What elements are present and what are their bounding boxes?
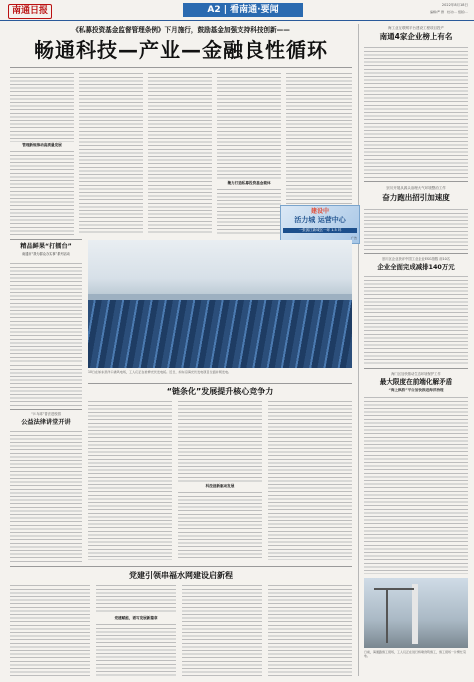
bottom-col-3 (182, 584, 262, 676)
bottom-title: 党建引领串福水网建设启新程 (129, 571, 233, 580)
bottom-col-1 (10, 584, 90, 676)
left-mid-subtitle: 南通市“我为群众办实事”系列活动 (22, 252, 70, 256)
right-rule-1 (364, 181, 468, 182)
right-mid3-body (364, 396, 468, 574)
left-rule-1 (10, 239, 82, 240)
right-mid3-kicker: 海门区加快推动生态环境保护工作 (391, 372, 441, 376)
ad-label: 广告 (350, 236, 357, 240)
right-top-title: 南通4家企业榜上有名 (379, 32, 453, 41)
center-col-2 (178, 400, 262, 482)
advertisement (280, 205, 360, 244)
lead-col-1 (10, 72, 74, 142)
lead-subhead-2: 聚力打造私募投资基金载体 (227, 181, 271, 185)
editor-line: 编辑/严 群 校对/… 组版/… (430, 10, 468, 14)
right-mid2-body (364, 275, 468, 365)
solar-photo-caption: 10日在如东县洋口港风电场，工人们正在检修光伏发电板。近日，如东沿海光伏发电项目全面并网发电。 (88, 370, 232, 374)
right-top-kicker: 海工业互联网平台建设工程项目投产 (388, 26, 444, 30)
right-mid1-body (364, 208, 468, 250)
right-mid3-title: 最大限度在前端化解矛盾 (379, 378, 453, 386)
bottom-subhead: 党建赋能，谱写发展新篇章 (114, 616, 158, 620)
lead-col-1b (10, 150, 74, 235)
left-low-title: 公益法律讲堂开讲 (21, 419, 71, 426)
left-mid-body-2 (10, 364, 82, 406)
center-subhead: 科技创新驱动发展 (205, 484, 235, 488)
right-bottom-caption: 日前，海通路施工现场，工人们正在进行桥墩浇筑施工，施工现场一片繁忙景象。 (364, 650, 467, 659)
lead-col-2 (79, 72, 143, 235)
crane-icon (386, 588, 388, 643)
lead-kicker: 《私募投资基金监督管理条例》下月施行，鼓励基金加强支持科技创新—— (72, 26, 290, 34)
ad-line-3: 一张滨江新城区一环 1.5 环 (283, 228, 357, 233)
center-col-2b (178, 491, 262, 560)
bottom-col-2 (96, 584, 176, 614)
left-low-kicker: “乒乓球”普法进校园 (31, 412, 61, 416)
section-label: A2 | 看南通·要闻 (183, 3, 303, 17)
right-mid2-kicker: 崇川区企业获评中国工业企业ESG指数 前10名 (381, 257, 451, 261)
left-mid-title: 精品鲜果“打擂台” (20, 243, 72, 250)
center-title: “链条化”发展提升核心竞争力 (166, 387, 274, 396)
lead-title: 畅通科技—产业—金融良性循环 (34, 38, 328, 62)
right-mid2-title: 企业全面完成减排140万元 (377, 263, 455, 271)
solar-horizon (88, 294, 352, 300)
bridge-photo (364, 578, 468, 648)
right-rule-2 (364, 253, 468, 254)
solar-panels (88, 298, 352, 368)
right-rule-3 (364, 368, 468, 369)
lead-col-3 (148, 72, 212, 235)
ad-line-2: 活力城 运营中心 (294, 216, 346, 224)
center-col-3 (268, 400, 352, 560)
bottom-col-4 (268, 584, 352, 676)
ad-line-1: 建设中 (310, 208, 329, 215)
bottom-rule (10, 566, 352, 567)
right-mid1-title: 奋力跑出招引加速度 (382, 193, 450, 202)
right-mid1-kicker: 崇川开展从源头治理大气环境整治工作 (386, 186, 446, 190)
lead-col-4b (217, 188, 281, 235)
center-col-1 (88, 400, 172, 560)
right-top-body (364, 46, 468, 178)
bridge-tower-icon (412, 584, 418, 644)
column-divider (358, 24, 359, 676)
bottom-col-2b (96, 623, 176, 676)
center-rule (88, 383, 352, 384)
right-mid3-subtitle: “海上枫桥”平台加快推进海洋治理 (388, 388, 444, 392)
left-rule-2 (10, 409, 82, 410)
left-low-body (10, 430, 82, 562)
lead-rule (10, 67, 352, 68)
crane-arm-icon (374, 588, 414, 590)
masthead (0, 0, 474, 21)
date-line: 2022年8月18日 (441, 3, 468, 7)
lead-subhead-1: 管理新规推动高质量发展 (22, 143, 62, 147)
lead-col-4 (217, 72, 281, 180)
left-mid-body (10, 262, 82, 362)
solar-photo (88, 240, 352, 368)
newspaper-logo: 南通日报 (8, 4, 52, 19)
